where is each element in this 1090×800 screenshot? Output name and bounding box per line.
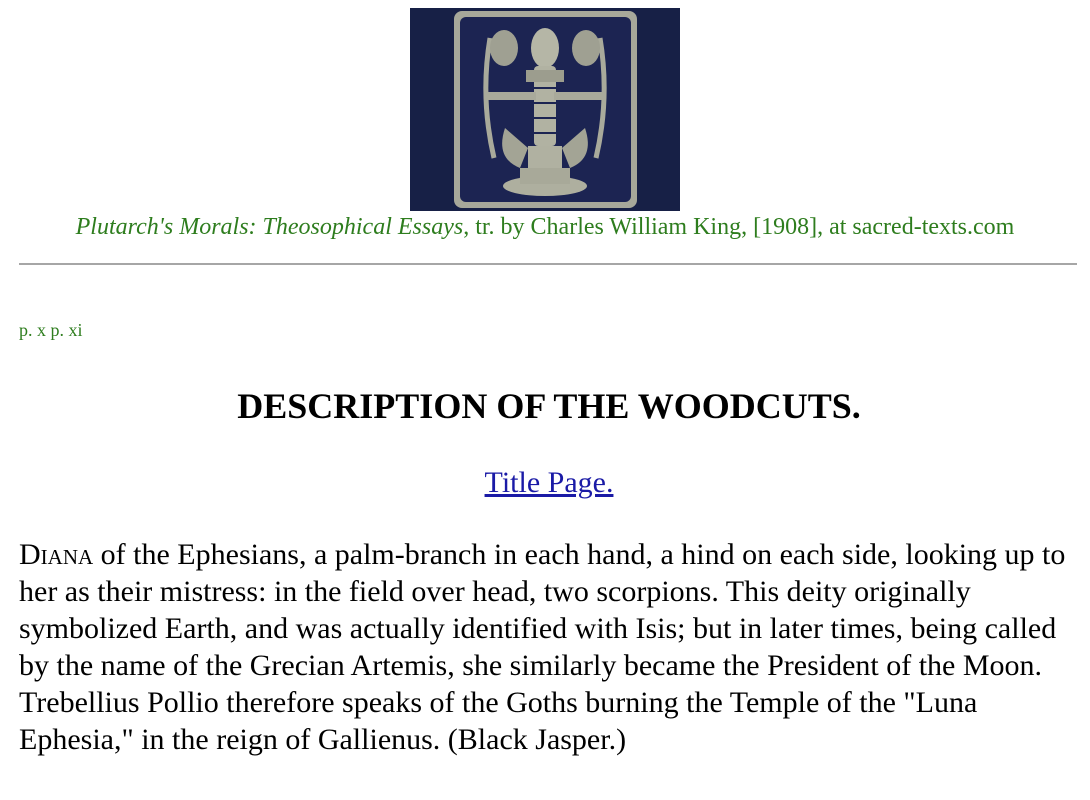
title-page-link-wrapper [0,465,1090,501]
page-numbers: p. x p. xi [19,320,83,340]
paragraph-body: of the Ephesians, a palm-branch in each hand, a hind on each side, looking up to her as their mistress: in the field over head, two scorpions. This deity originally symbolized Earth, and was actually identified with Isis; but in later times, being called by the name of the Grecian Artemis, she similarly became the President of the Moon. Trebellius Pollio therefore speaks of the Goths burning the Temple of the "Luna Ephesia," in the reign of Gallienus. (Black Jasper.) [19,538,1066,756]
header [0,0,1090,241]
title-page-link[interactable]: Title Page. [484,466,614,499]
woodcut-logo-icon[interactable] [410,8,680,211]
woodcut-description-paragraph [19,536,1069,758]
horizontal-divider [19,263,1077,265]
book-title-link[interactable]: Plutarch's Morals: Theosophical Essays [75,214,464,240]
caption-rest[interactable]: , tr. by Charles William King, [1908], at sacred-texts.com [463,214,1015,240]
section-title: DESCRIPTION OF THE WOODCUTS. [237,386,861,426]
source-caption [0,213,1090,241]
paragraph-lead-word: Diana [19,538,94,571]
